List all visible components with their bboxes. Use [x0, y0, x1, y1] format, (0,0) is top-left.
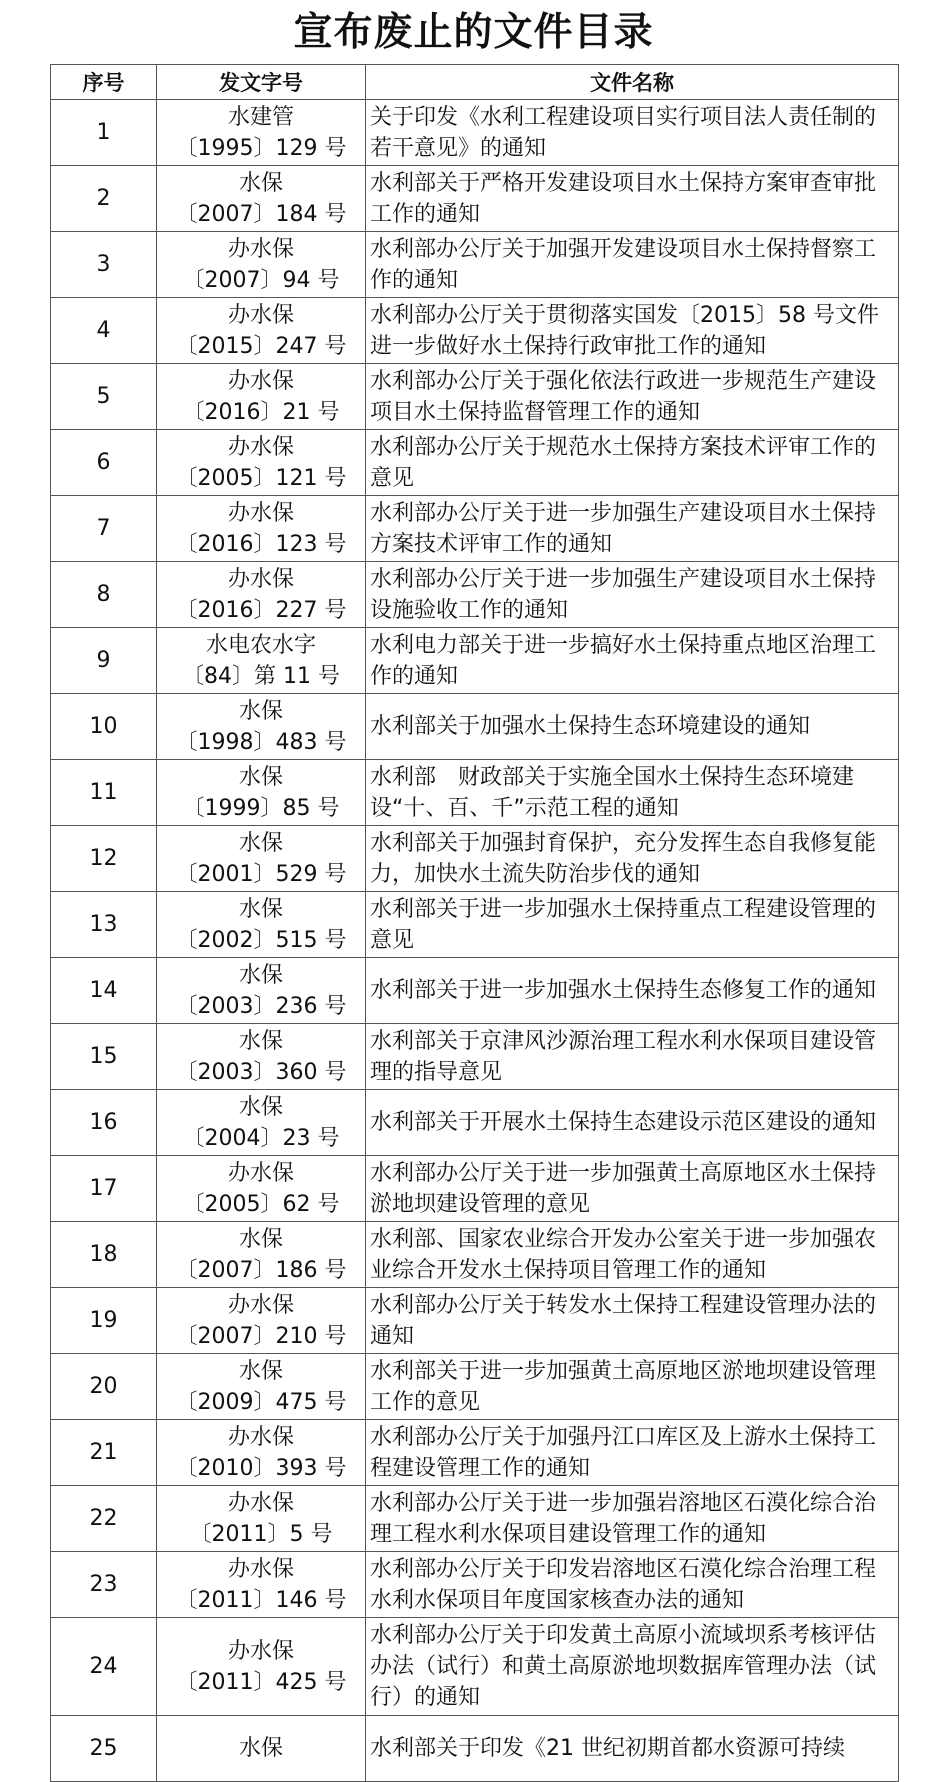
page-title: 宣布废止的文件目录	[293, 10, 654, 55]
table-row	[51, 826, 899, 892]
table-row	[51, 1288, 899, 1354]
doc-no-line2: 〔2011〕146 号	[175, 1587, 347, 1613]
doc-no-line1: 办水保	[227, 566, 294, 592]
row-file-name: 水利部办公厅关于转发水土保持工程建设管理办法的通知	[366, 1288, 899, 1354]
doc-no-line1: 水保	[238, 698, 283, 724]
row-seq: 13	[51, 892, 157, 958]
table-header-row	[51, 65, 899, 100]
table-row	[51, 298, 899, 364]
row-file-name: 水利部办公厅关于印发黄土高原小流域坝系考核评估办法（试行）和黄土高原淤地坝数据库管理办法（试行）的通知	[366, 1618, 899, 1716]
row-seq: 17	[51, 1156, 157, 1222]
row-doc-no	[157, 1552, 366, 1618]
row-file-name: 水利部办公厅关于进一步加强岩溶地区石漠化综合治理工程水利水保项目建设管理工作的通知	[366, 1486, 899, 1552]
row-seq: 19	[51, 1288, 157, 1354]
doc-no-line1: 办水保	[227, 1160, 294, 1186]
row-doc-no	[157, 1090, 366, 1156]
doc-no-line2: 〔2005〕62 号	[182, 1191, 340, 1217]
row-doc-no	[157, 1716, 366, 1782]
table-row	[51, 562, 899, 628]
table-row	[51, 1222, 899, 1288]
row-doc-no	[157, 1420, 366, 1486]
doc-no-line2: 〔84〕第 11 号	[182, 663, 340, 689]
doc-no-line1: 办水保	[227, 1490, 294, 1516]
row-seq: 16	[51, 1090, 157, 1156]
doc-no-line2: 〔2011〕5 号	[189, 1521, 333, 1547]
doc-no-line1: 水保	[238, 1094, 283, 1120]
row-file-name: 水利部 财政部关于实施全国水土保持生态环境建设“十、百、千”示范工程的通知	[366, 760, 899, 826]
row-doc-no	[157, 892, 366, 958]
table-row	[51, 958, 899, 1024]
row-doc-no	[157, 232, 366, 298]
doc-no-line1: 办水保	[227, 434, 294, 460]
doc-no-line1: 办水保	[227, 500, 294, 526]
doc-no-line2: 〔2002〕515 号	[175, 927, 347, 953]
table-row	[51, 166, 899, 232]
table-row	[51, 364, 899, 430]
row-file-name: 水利部办公厅关于加强开发建设项目水土保持督察工作的通知	[366, 232, 899, 298]
table-row	[51, 1618, 899, 1716]
doc-no-line1: 水电农水字	[205, 632, 316, 658]
table-row	[51, 694, 899, 760]
row-seq: 21	[51, 1420, 157, 1486]
row-file-name: 水利电力部关于进一步搞好水土保持重点地区治理工作的通知	[366, 628, 899, 694]
doc-no-line2: 〔2016〕21 号	[182, 399, 340, 425]
row-doc-no	[157, 694, 366, 760]
doc-no-line1: 水保	[238, 896, 283, 922]
row-doc-no	[157, 364, 366, 430]
row-seq: 9	[51, 628, 157, 694]
document-table	[50, 64, 899, 1782]
doc-no-line1: 水保	[238, 962, 283, 988]
row-doc-no	[157, 826, 366, 892]
table-row	[51, 1090, 899, 1156]
row-seq: 4	[51, 298, 157, 364]
row-doc-no	[157, 1222, 366, 1288]
doc-no-line2: 〔2005〕121 号	[175, 465, 347, 491]
doc-no-line1: 水建管	[227, 104, 294, 130]
table-row	[51, 430, 899, 496]
doc-no-line2: 〔2001〕529 号	[175, 861, 347, 887]
doc-no-line2: 〔1995〕129 号	[175, 135, 347, 161]
doc-no-line2: 〔2003〕360 号	[175, 1059, 347, 1085]
table-row	[51, 496, 899, 562]
table-row	[51, 1354, 899, 1420]
row-seq: 11	[51, 760, 157, 826]
row-file-name: 水利部办公厅关于进一步加强黄土高原地区水土保持淤地坝建设管理的意见	[366, 1156, 899, 1222]
row-file-name: 水利部办公厅关于进一步加强生产建设项目水土保持设施验收工作的通知	[366, 562, 899, 628]
doc-no-line2: 〔2016〕123 号	[175, 531, 347, 557]
table-row	[51, 1552, 899, 1618]
table-row	[51, 1716, 899, 1782]
row-seq: 8	[51, 562, 157, 628]
row-seq: 18	[51, 1222, 157, 1288]
row-seq: 3	[51, 232, 157, 298]
row-doc-no	[157, 628, 366, 694]
doc-no-line1: 办水保	[227, 368, 294, 394]
table-row	[51, 1156, 899, 1222]
table-row	[51, 100, 899, 166]
header-name: 文件名称	[366, 65, 899, 100]
row-doc-no	[157, 496, 366, 562]
row-seq: 6	[51, 430, 157, 496]
row-file-name: 水利部办公厅关于强化依法行政进一步规范生产建设项目水土保持监督管理工作的通知	[366, 364, 899, 430]
row-file-name: 水利部办公厅关于规范水土保持方案技术评审工作的意见	[366, 430, 899, 496]
row-doc-no	[157, 1288, 366, 1354]
doc-no-line1: 水保	[238, 764, 283, 790]
doc-no-line2: 〔2015〕247 号	[175, 333, 347, 359]
row-doc-no	[157, 1618, 366, 1716]
row-seq: 14	[51, 958, 157, 1024]
row-seq: 7	[51, 496, 157, 562]
row-file-name: 水利部办公厅关于印发岩溶地区石漠化综合治理工程水利水保项目年度国家核查办法的通知	[366, 1552, 899, 1618]
doc-no-line2: 〔1998〕483 号	[175, 729, 347, 755]
doc-no-line1: 水保	[238, 1028, 283, 1054]
row-file-name: 水利部关于严格开发建设项目水土保持方案审查审批工作的通知	[366, 166, 899, 232]
row-file-name: 关于印发《水利工程建设项目实行项目法人责任制的若干意见》的通知	[366, 100, 899, 166]
header-seq: 序号	[51, 65, 157, 100]
row-seq: 25	[51, 1716, 157, 1782]
doc-no-line1: 办水保	[227, 236, 294, 262]
row-file-name: 水利部关于进一步加强水土保持重点工程建设管理的意见	[366, 892, 899, 958]
doc-no-line1: 办水保	[227, 1556, 294, 1582]
row-file-name: 水利部关于开展水土保持生态建设示范区建设的通知	[366, 1090, 899, 1156]
doc-no-line2: 〔2007〕94 号	[182, 267, 340, 293]
row-file-name: 水利部关于进一步加强黄土高原地区淤地坝建设管理工作的意见	[366, 1354, 899, 1420]
row-file-name: 水利部办公厅关于贯彻落实国发〔2015〕58 号文件进一步做好水土保持行政审批工作的通知	[366, 298, 899, 364]
row-seq: 22	[51, 1486, 157, 1552]
doc-no-line2: 〔2007〕186 号	[175, 1257, 347, 1283]
row-seq: 15	[51, 1024, 157, 1090]
row-doc-no	[157, 298, 366, 364]
row-seq: 24	[51, 1618, 157, 1716]
row-doc-no	[157, 1354, 366, 1420]
row-seq: 12	[51, 826, 157, 892]
doc-no-line2: 〔2007〕184 号	[175, 201, 347, 227]
doc-no-line2: 〔2016〕227 号	[175, 597, 347, 623]
doc-no-line2: 〔2004〕23 号	[182, 1125, 340, 1151]
row-seq: 2	[51, 166, 157, 232]
table-row	[51, 1420, 899, 1486]
row-doc-no	[157, 1024, 366, 1090]
doc-no-line1: 水保	[238, 1226, 283, 1252]
doc-no-line2: 〔2010〕393 号	[175, 1455, 347, 1481]
doc-no-line1: 水保	[238, 830, 283, 856]
row-seq: 20	[51, 1354, 157, 1420]
doc-no-line1: 办水保	[227, 302, 294, 328]
doc-no-line2: 〔1999〕85 号	[182, 795, 340, 821]
row-doc-no	[157, 760, 366, 826]
row-file-name: 水利部关于加强水土保持生态环境建设的通知	[366, 694, 899, 760]
table-row	[51, 1486, 899, 1552]
doc-no-line1: 办水保	[227, 1292, 294, 1318]
row-doc-no	[157, 1486, 366, 1552]
row-seq: 10	[51, 694, 157, 760]
row-file-name: 水利部办公厅关于进一步加强生产建设项目水土保持方案技术评审工作的通知	[366, 496, 899, 562]
doc-no-line2: 〔2003〕236 号	[175, 993, 347, 1019]
doc-no-line1: 办水保	[227, 1424, 294, 1450]
doc-no-line1: 水保	[238, 1358, 283, 1384]
table-row	[51, 892, 899, 958]
row-doc-no	[157, 100, 366, 166]
row-seq: 1	[51, 100, 157, 166]
table-row	[51, 1024, 899, 1090]
doc-no-line1: 水保	[238, 170, 283, 196]
table-row	[51, 232, 899, 298]
header-doc-no: 发文字号	[157, 65, 366, 100]
row-file-name: 水利部关于印发《21 世纪初期首都水资源可持续	[366, 1716, 899, 1782]
row-file-name: 水利部关于京津风沙源治理工程水利水保项目建设管理的指导意见	[366, 1024, 899, 1090]
row-file-name: 水利部办公厅关于加强丹江口库区及上游水土保持工程建设管理工作的通知	[366, 1420, 899, 1486]
row-file-name: 水利部、国家农业综合开发办公室关于进一步加强农业综合开发水土保持项目管理工作的通知	[366, 1222, 899, 1288]
row-file-name: 水利部关于加强封育保护，充分发挥生态自我修复能力，加快水土流失防治步伐的通知	[366, 826, 899, 892]
row-file-name: 水利部关于进一步加强水土保持生态修复工作的通知	[366, 958, 899, 1024]
table-row	[51, 760, 899, 826]
doc-no-line1: 办水保	[227, 1638, 294, 1664]
row-seq: 5	[51, 364, 157, 430]
row-seq: 23	[51, 1552, 157, 1618]
row-doc-no	[157, 562, 366, 628]
doc-no-line2: 〔2009〕475 号	[175, 1389, 347, 1415]
doc-no-line1: 水保	[238, 1736, 283, 1761]
row-doc-no	[157, 166, 366, 232]
doc-no-line2: 〔2007〕210 号	[175, 1323, 347, 1349]
row-doc-no	[157, 1156, 366, 1222]
doc-no-line2: 〔2011〕425 号	[175, 1669, 347, 1695]
table-row	[51, 628, 899, 694]
row-doc-no	[157, 430, 366, 496]
row-doc-no	[157, 958, 366, 1024]
